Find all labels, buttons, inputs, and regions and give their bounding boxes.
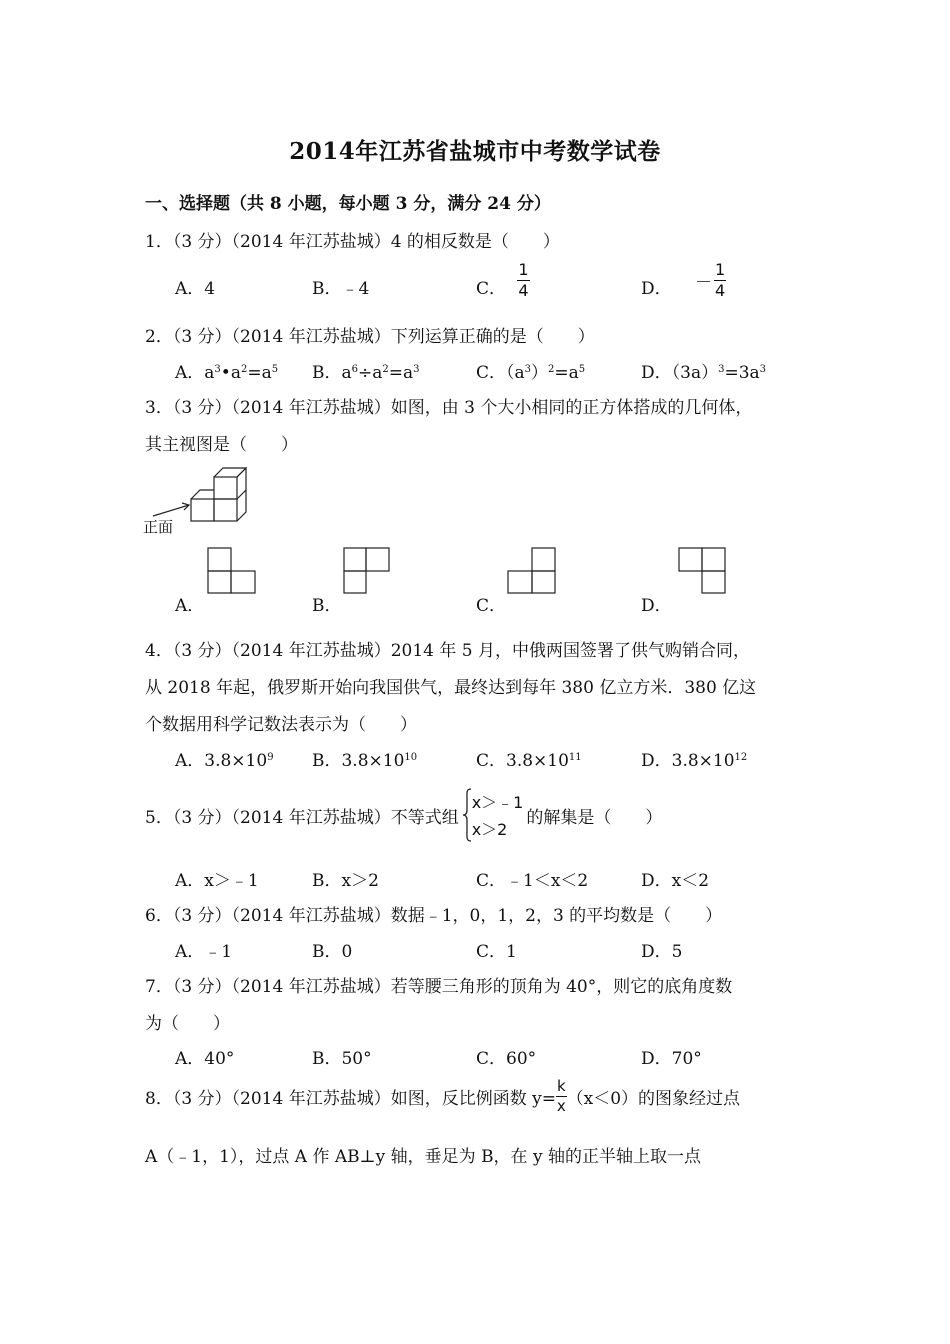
q1-c-denominator: 4 xyxy=(518,281,529,300)
q3-option-a-figure xyxy=(207,547,257,594)
q1-d-numerator: 1 xyxy=(715,260,726,279)
q5-stem-before: 5．（3 分）（2014 年江苏盐城）不等式组 xyxy=(145,807,459,828)
q3-option-b-figure xyxy=(343,547,391,594)
q3-option-a: A． xyxy=(175,596,205,616)
q2-a-result: =a xyxy=(247,363,272,383)
q1-option-c xyxy=(476,262,530,299)
q2-b-label: B． xyxy=(312,363,342,383)
q4-option-d xyxy=(641,746,747,771)
q5-stem xyxy=(145,788,662,842)
q3-cube-figure xyxy=(143,464,253,539)
q5-inequality-lines xyxy=(472,788,524,842)
q1-option-d-value xyxy=(695,262,726,299)
q1-option-d xyxy=(641,262,726,299)
q2-option-b xyxy=(312,358,420,383)
q1-option-c-fraction xyxy=(517,262,529,299)
q4-option-c xyxy=(476,746,582,771)
q3-front-label: 正面 xyxy=(143,518,174,536)
q2-b-exp1: 6 xyxy=(351,364,359,375)
q7-stem-line1: 7．（3 分）（2014 年江苏盐城）若等腰三角形的顶角为 40°，则它的底角度数 xyxy=(145,977,733,997)
q4-a-base: A．3.8×10 xyxy=(175,751,268,771)
q1-d-denominator: 4 xyxy=(715,281,726,300)
q4-a-exp: 9 xyxy=(267,752,274,763)
section-heading: 一、选择题（共 8 小题，每小题 3 分，满分 24 分） xyxy=(145,194,551,214)
q2-c-label: C． xyxy=(476,363,507,383)
q2-option-c xyxy=(476,358,585,383)
q5-option-b: B．x＞2 xyxy=(312,871,379,891)
q3-option-c: C． xyxy=(476,596,507,616)
q2-d-exp1: 3 xyxy=(718,364,725,375)
q2-a-label: A． xyxy=(175,363,205,383)
q8-numerator: k xyxy=(556,1077,566,1095)
q5-inequality-system xyxy=(462,788,524,842)
q8-stem xyxy=(145,1079,740,1114)
q1-stem: 1．（3 分）（2014 年江苏盐城）4 的相反数是（ ） xyxy=(145,232,560,252)
q3-option-d-figure xyxy=(678,547,727,594)
q4-option-b xyxy=(312,746,417,771)
q2-b-term2: ÷a xyxy=(358,363,383,383)
q2-option-d xyxy=(641,358,766,383)
q1-option-d-fraction xyxy=(714,262,726,299)
q8-fraction xyxy=(556,1079,567,1114)
q4-d-exp: 12 xyxy=(734,752,748,763)
q3-stem-line2: 其主视图是（ ） xyxy=(145,435,298,455)
q7-option-c: C．60° xyxy=(476,1049,537,1069)
q8-stem-before: 8．（3 分）（2014 年江苏盐城）如图，反比例函数 y= xyxy=(145,1089,556,1109)
q2-c-exp3: 5 xyxy=(578,364,586,375)
q4-stem-line1: 4．（3 分）（2014 年江苏盐城）2014 年 5 月，中俄两国签署了供气购销合同， xyxy=(145,641,750,661)
q2-a-exp1: 3 xyxy=(214,364,221,375)
q4-b-base: B．3.8×10 xyxy=(312,751,405,771)
q4-d-base: D．3.8×10 xyxy=(641,751,735,771)
q1-option-a: A．4 xyxy=(175,279,216,299)
q5-stem-after: 的解集是（ ） xyxy=(526,807,663,828)
q2-a-exp3: 5 xyxy=(271,364,279,375)
q6-option-d: D．5 xyxy=(641,942,683,962)
q2-stem: 2．（3 分）（2014 年江苏盐城）下列运算正确的是（ ） xyxy=(145,327,595,347)
q2-b-exp3: 3 xyxy=(413,364,420,375)
q2-a-term: a xyxy=(204,363,215,383)
q7-stem-line2: 为（ ） xyxy=(145,1014,230,1034)
q6-option-a: A．﹣1 xyxy=(175,942,233,962)
q2-d-label: D． xyxy=(641,363,672,383)
q1-option-b: B．﹣4 xyxy=(312,279,370,299)
q2-option-a xyxy=(175,358,278,383)
q7-option-a: A．40° xyxy=(175,1049,235,1069)
q6-option-c: C．1 xyxy=(476,942,517,962)
q4-option-a xyxy=(175,746,274,771)
q2-d-exp2: 3 xyxy=(759,364,767,375)
q6-stem: 6．（3 分）（2014 年江苏盐城）数据﹣1，0，1，2，3 的平均数是（ ） xyxy=(145,906,723,926)
q2-c-open: （a xyxy=(506,363,525,383)
q3-option-c-figure xyxy=(507,547,557,594)
q3-option-d: D． xyxy=(641,596,672,616)
q4-c-base: C．3.8×10 xyxy=(476,751,569,771)
q5-inequality-1: x＞﹣1 xyxy=(471,793,524,812)
q2-b-term: a xyxy=(341,363,352,383)
q4-stem-line2: 从 2018 年起，俄罗斯开始向我国供气，最终达到每年 380 亿立方米．380 亿这 xyxy=(145,678,757,698)
q1-option-c-label: C． xyxy=(476,279,507,299)
q1-c-numerator: 1 xyxy=(518,260,529,279)
q7-option-b: B．50° xyxy=(312,1049,372,1069)
q5-inequality-2: x＞2 xyxy=(471,820,508,839)
q4-b-exp: 10 xyxy=(404,752,418,763)
q2-c-exp1: 3 xyxy=(524,364,532,375)
q2-c-result: =a xyxy=(554,363,579,383)
q2-b-exp2: 2 xyxy=(382,364,389,375)
q1-d-minus: － xyxy=(695,273,713,293)
q5-option-a: A．x＞﹣1 xyxy=(175,871,259,891)
q8-stem-line2: A（﹣1，1），过点 A 作 AB⊥y 轴，垂足为 B，在 y 轴的正半轴上取一点 xyxy=(145,1147,701,1167)
q8-denominator: x xyxy=(556,1097,566,1115)
q8-stem-after: （x＜0）的图象经过点 xyxy=(566,1089,741,1109)
q5-option-d: D．x＜2 xyxy=(641,871,710,891)
q2-d-result: =3a xyxy=(724,363,760,383)
q3-stem-line1: 3．（3 分）（2014 年江苏盐城）如图，由 3 个大小相同的正方体搭成的几何体， xyxy=(145,398,753,418)
q5-option-c: C．﹣1＜x＜2 xyxy=(476,871,589,891)
q3-option-b: B． xyxy=(312,596,342,616)
q2-a-term2: •a xyxy=(220,363,241,383)
q2-b-result: =a xyxy=(388,363,414,383)
left-brace-icon xyxy=(462,788,472,842)
q4-c-exp: 11 xyxy=(568,752,582,763)
q4-stem-line3: 个数据用科学记数法表示为（ ） xyxy=(145,715,417,735)
q2-d-open: （3a） xyxy=(671,363,719,383)
q2-c-close: ） xyxy=(531,363,549,383)
q1-option-d-label: D． xyxy=(641,279,672,299)
q6-option-b: B．0 xyxy=(312,942,353,962)
page-title: 2014年江苏省盐城市中考数学试卷 xyxy=(289,138,661,165)
q2-a-exp2: 2 xyxy=(240,364,248,375)
q7-option-d: D．70° xyxy=(641,1049,702,1069)
q2-c-exp2: 2 xyxy=(548,364,555,375)
